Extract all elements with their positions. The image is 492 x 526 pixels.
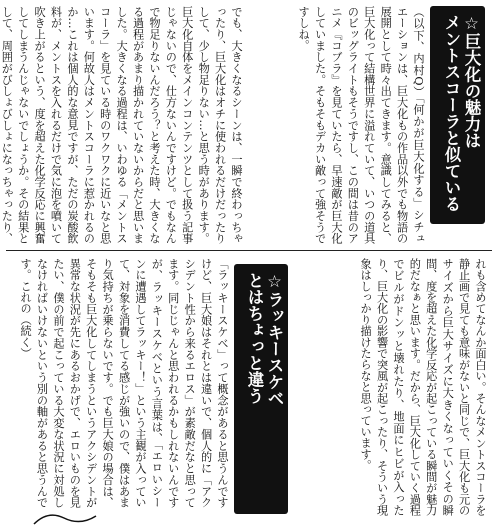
heading-line-2: とはちょっと違う <box>245 272 264 404</box>
article-text-top-right: （以下、内村Q）「何かが巨大化する」シチュエーションは、巨大化もの作品以外でも物語の展開として時々出てきます。意識してみると、巨大化って結構世界に溢れていて、いつの道具のビッグライトもそうですし、この間は昔のアニメ『コブラ』を見ていたら、早速敵が巨大化していました。そもそもデカい敵って強そうですしね。 <box>297 6 425 244</box>
section-heading-lucky-pervert <box>234 264 288 514</box>
section-heading-giant-charm <box>430 6 485 224</box>
article-text-bottom-left: 「ラッキースケベ」って概念があると思うんですけど、巨大娘はそれとは違いで、個人的に「アクシデント性から来るエロス」が素敵だなと思ってます。同じじゃんと思われるかもしれないんですが、ラッキースケベという言葉は、「エロいシーンに遭遇してラッキー！」という主観が入っていて、対象を消費してる感じが強いので、僕はあまり気持ちが乗らないです。でも巨大娘の場合は、そもそも巨大化してしまうというアクシデントが異常な状況が先にあるおかげで、エロいものを見たい、僕の前で起こっている大変な状況に対処しなければいけないという別の軸があると思うんです。これの（続く） <box>19 258 229 508</box>
section-divider <box>6 250 492 251</box>
article-text-top-left: でも、大きくなるシーンは、一瞬で終わっちゃったり、巨大化はオチに使われるだけだったりして、少し物足りない…と思う時があります。巨大化自体をメインコンテンツとして扱う記事じゃないので、仕方ないんですけど。でもなんで物足りないんだろう？と考えた時、大きくなる過程があまり描かれていないからだと思いました。大きくなる過程は、いわゆる「メントスコーラ」を見ている時のワクワクに近いなと思います。何故人はメントスコーラに惹かれるのか…これは個人的な意見ですが、ただの炭酸飲料が、メントスを入れるだけで気に泡を噴いて吹き上がるという、度を超えた化学反応に興奮してしまうんじゃないでしょうか。その結果として、周囲がびしょびしょになっちゃったり、 <box>0 6 243 244</box>
heading-line-1: ☆ラッキースケベ <box>265 272 284 407</box>
heading-line-2: メントスコーラと似ている <box>442 14 461 212</box>
doodle-illustration <box>30 508 100 526</box>
article-text-bottom-right: れも含めてなんか面白い。そんなメントスコーラを静止画で見ても意味がないと同じで、巨大化も元のサイズから巨大サイズに大きくなっていくその瞬間、度を超えた化学反応が起こっている瞬間が魅力的だなぁと思います。だから、巨大化していく過程でビルがドンッと壊れたり、地面にヒビが入ったり、巨大化の影響で突風が起こったり、そういう現象はしっかり描けたらなと思っています。 <box>359 258 487 516</box>
heading-line-1: ☆巨大化の魅力は <box>462 14 481 149</box>
